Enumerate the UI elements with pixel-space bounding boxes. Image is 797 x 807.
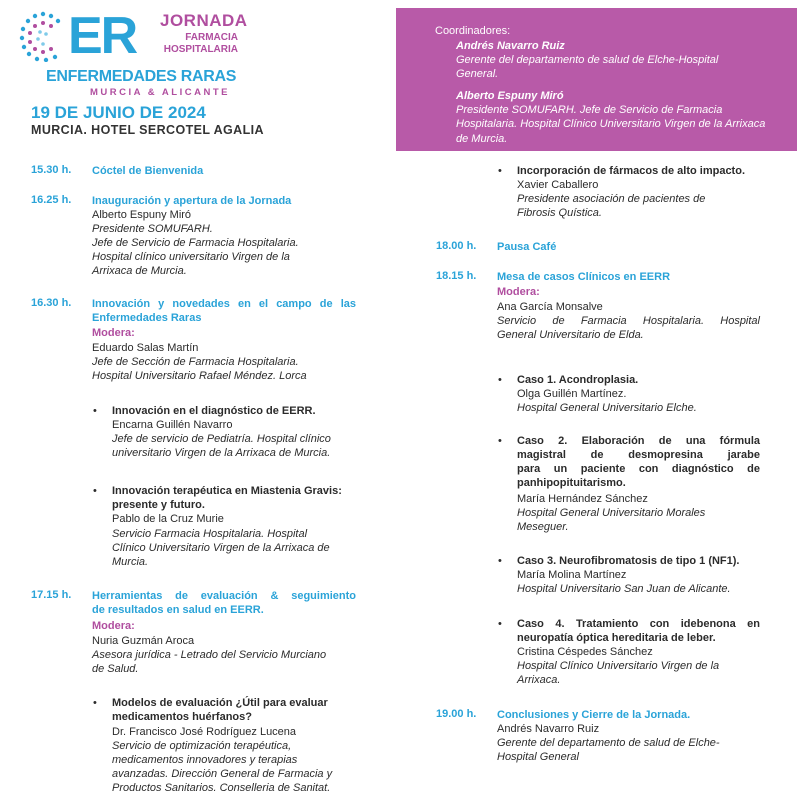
- speaker-role: de Salud.: [92, 663, 139, 675]
- speaker-role: Hospital Universitario Rafael Méndez. Lorca: [92, 370, 307, 382]
- coordinators-heading: Coordinadores:: [435, 25, 511, 37]
- bullet-icon: •: [498, 555, 502, 567]
- speaker-role: General Universitario de Elda.: [497, 329, 644, 341]
- moderator-label: Modera:: [497, 286, 540, 298]
- speaker-name: Xavier Caballero: [517, 179, 599, 191]
- speaker-role: Gerente del departamento de salud de Elche-: [497, 737, 720, 749]
- coordinator-1-name: Andrés Navarro Ruiz: [456, 40, 565, 52]
- talk-title: medicamentos huérfanos?: [112, 711, 252, 723]
- session-title: de resultados en salud en EERR.: [92, 604, 264, 616]
- speaker-role: universitario Virgen de la Arrixaca de Murcia.: [112, 447, 331, 459]
- bullet-icon: •: [93, 485, 97, 497]
- logo-enfermedades: ENFERMEDADES RARAS: [46, 68, 237, 85]
- speaker-name: Andrés Navarro Ruiz: [497, 723, 600, 735]
- talk-title: presente y futuro.: [112, 499, 205, 511]
- speaker-name: Nuria Guzmán Aroca: [92, 635, 195, 647]
- speaker-name: Encarna Guillén Navarro: [112, 419, 233, 431]
- case-title: Caso 1. Acondroplasia.: [517, 374, 639, 386]
- speaker-role: Servicio de optimización terapéutica,: [112, 740, 292, 752]
- coordinator-2-name: Alberto Espuny Miró: [456, 90, 564, 102]
- session-title: Herramientas de evaluación & seguimiento: [92, 590, 356, 602]
- case-title: Caso 3. Neurofibromatosis de tipo 1 (NF1).: [517, 555, 740, 567]
- speaker-role: Meseguer.: [517, 521, 569, 533]
- logo-hospitalaria: HOSPITALARIA: [163, 44, 238, 55]
- bullet-icon: •: [93, 697, 97, 709]
- bullet-icon: •: [498, 165, 502, 177]
- speaker-role: Jefe de Servicio de Farmacia Hospitalaria.: [92, 237, 299, 249]
- coordinator-1-role: Gerente del departamento de salud de Elche-Hospital General.: [456, 54, 719, 81]
- talk-title: Incorporación de fármacos de alto impacto.: [517, 165, 745, 177]
- bullet-icon: •: [498, 435, 502, 447]
- speaker-name: María Hernández Sánchez: [517, 493, 648, 505]
- speaker-role: Arrixaca.: [517, 674, 561, 686]
- case-title: magistral de desmopresina jarabe: [517, 449, 760, 461]
- event-venue: MURCIA. HOTEL SERCOTEL AGALIA: [31, 123, 264, 137]
- session-title: Mesa de casos Clínicos en EERR: [497, 271, 671, 283]
- case-title: para un paciente con diagnóstico de: [517, 463, 760, 475]
- case-title: neuropatía óptica hereditaria de leber.: [517, 632, 716, 644]
- speaker-role: Servicio Farmacia Hospitalaria. Hospital: [112, 528, 308, 540]
- session-title: Innovación y novedades en el campo de las: [92, 298, 356, 310]
- speaker-role: avanzadas. Dirección General de Farmacia y: [112, 768, 333, 780]
- case-title: Caso 4. Tratamiento con idebenona en: [517, 618, 760, 630]
- logo-farmacia: FARMACIA: [185, 32, 238, 43]
- speaker-role: Murcia.: [112, 556, 149, 568]
- case-title: Caso 2. Elaboración de una fórmula: [517, 435, 760, 447]
- speaker-name: Eduardo Salas Martín: [92, 342, 199, 354]
- speaker-role: Clínico Universitario Virgen de la Arrixaca de: [112, 542, 330, 554]
- bullet-icon: •: [498, 618, 502, 630]
- speaker-role: Hospital clínico universitario Virgen de la: [92, 251, 290, 263]
- speaker-role: Productos Sanitarios. Conselleria de Sanitat.: [112, 782, 331, 794]
- session-time: 18.00 h.: [436, 240, 477, 252]
- speaker-role: Presidente asociación de pacientes de: [517, 193, 706, 205]
- speaker-role: Jefe de Sección de Farmacia Hospitalaria.: [92, 356, 299, 368]
- talk-title: Innovación terapéutica en Miastenia Gravis:: [112, 485, 342, 497]
- logo-jornada: JORNADA: [160, 11, 248, 30]
- speaker-name: Alberto Espuny Miró: [92, 209, 192, 221]
- moderator-label: Modera:: [92, 327, 135, 339]
- session-time: 15.30 h.: [31, 164, 72, 176]
- moderator-label: Modera:: [92, 620, 135, 632]
- speaker-role: medicamentos innovadores y terapias: [112, 754, 298, 766]
- talk-title: Modelos de evaluación ¿Útil para evaluar: [112, 697, 328, 709]
- session-time: 17.15 h.: [31, 589, 72, 601]
- coordinator-2-role: Presidente SOMUFARH. Jefe de Servicio de Farmacia Hospitalaria. Hospital Clínico Universitario Virgen de la Arrixaca de Murcia.: [456, 104, 766, 145]
- speaker-role: Jefe de servicio de Pediatría. Hospital clínico: [112, 433, 331, 445]
- speaker-role: Presidente SOMUFARH.: [92, 223, 213, 235]
- bullet-icon: •: [498, 374, 502, 386]
- speaker-name: Pablo de la Cruz Murie: [112, 513, 224, 525]
- speaker-role: Hospital Universitario San Juan de Alicante.: [517, 583, 731, 595]
- session-title: Inauguración y apertura de la Jornada: [92, 195, 292, 207]
- session-time: 16.25 h.: [31, 194, 72, 206]
- speaker-role: Arrixaca de Murcia.: [92, 265, 187, 277]
- case-title: panhipopituitarismo.: [517, 477, 626, 489]
- session-time: 19.00 h.: [436, 708, 477, 720]
- talk-title: Innovación en el diagnóstico de EERR.: [112, 405, 316, 417]
- speaker-name: Olga Guillén Martínez.: [517, 388, 627, 400]
- session-title: Enfermedades Raras: [92, 312, 202, 324]
- speaker-name: Dr. Francisco José Rodríguez Lucena: [112, 726, 297, 738]
- speaker-name: María Molina Martínez: [517, 569, 627, 581]
- bullet-icon: •: [93, 405, 97, 417]
- logo-region: MURCIA & ALICANTE: [90, 87, 230, 98]
- speaker-role: Hospital General Universitario Morales: [517, 507, 706, 519]
- speaker-role: Fibrosis Quística.: [517, 207, 602, 219]
- session-title: Pausa Café: [497, 241, 557, 253]
- session-time: 18.15 h.: [436, 270, 477, 282]
- session-title: Cóctel de Bienvenida: [92, 165, 204, 177]
- speaker-role: Hospital General Universitario Elche.: [517, 402, 697, 414]
- speaker-role: Hospital Clínico Universitario Virgen de la: [517, 660, 720, 672]
- coordinators-box: [396, 8, 797, 151]
- session-title: Conclusiones y Cierre de la Jornada.: [497, 709, 691, 721]
- session-time: 16.30 h.: [31, 297, 72, 309]
- speaker-role: Asesora jurídica - Letrado del Servicio Murciano: [92, 649, 327, 661]
- speaker-name: Cristina Céspedes Sánchez: [517, 646, 653, 658]
- logo-letters: ER: [68, 7, 137, 65]
- speaker-role: Servicio de Farmacia Hospitalaria. Hospital: [497, 315, 760, 327]
- logo-dots-icon: [18, 10, 68, 62]
- speaker-name: Ana García Monsalve: [497, 301, 603, 313]
- speaker-role: Hospital General: [497, 751, 579, 763]
- logo: [18, 7, 248, 98]
- event-date: 19 DE JUNIO DE 2024: [31, 103, 206, 122]
